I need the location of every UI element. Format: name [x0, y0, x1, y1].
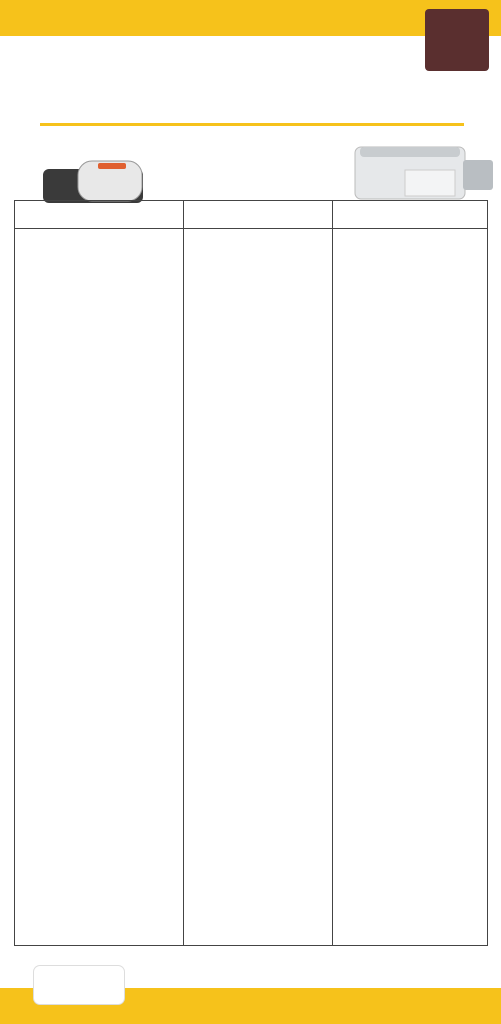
spec-table: [14, 200, 488, 946]
column-divider: [183, 201, 184, 945]
column-divider: [332, 201, 333, 945]
header-cell: [183, 201, 332, 228]
printer-image-right: [345, 142, 495, 202]
brand-logo[interactable]: [425, 9, 489, 71]
title-underline: [40, 123, 464, 126]
printer-image-left: [38, 155, 148, 205]
table-header-row: [15, 201, 487, 229]
footer-badge[interactable]: [34, 966, 124, 1004]
